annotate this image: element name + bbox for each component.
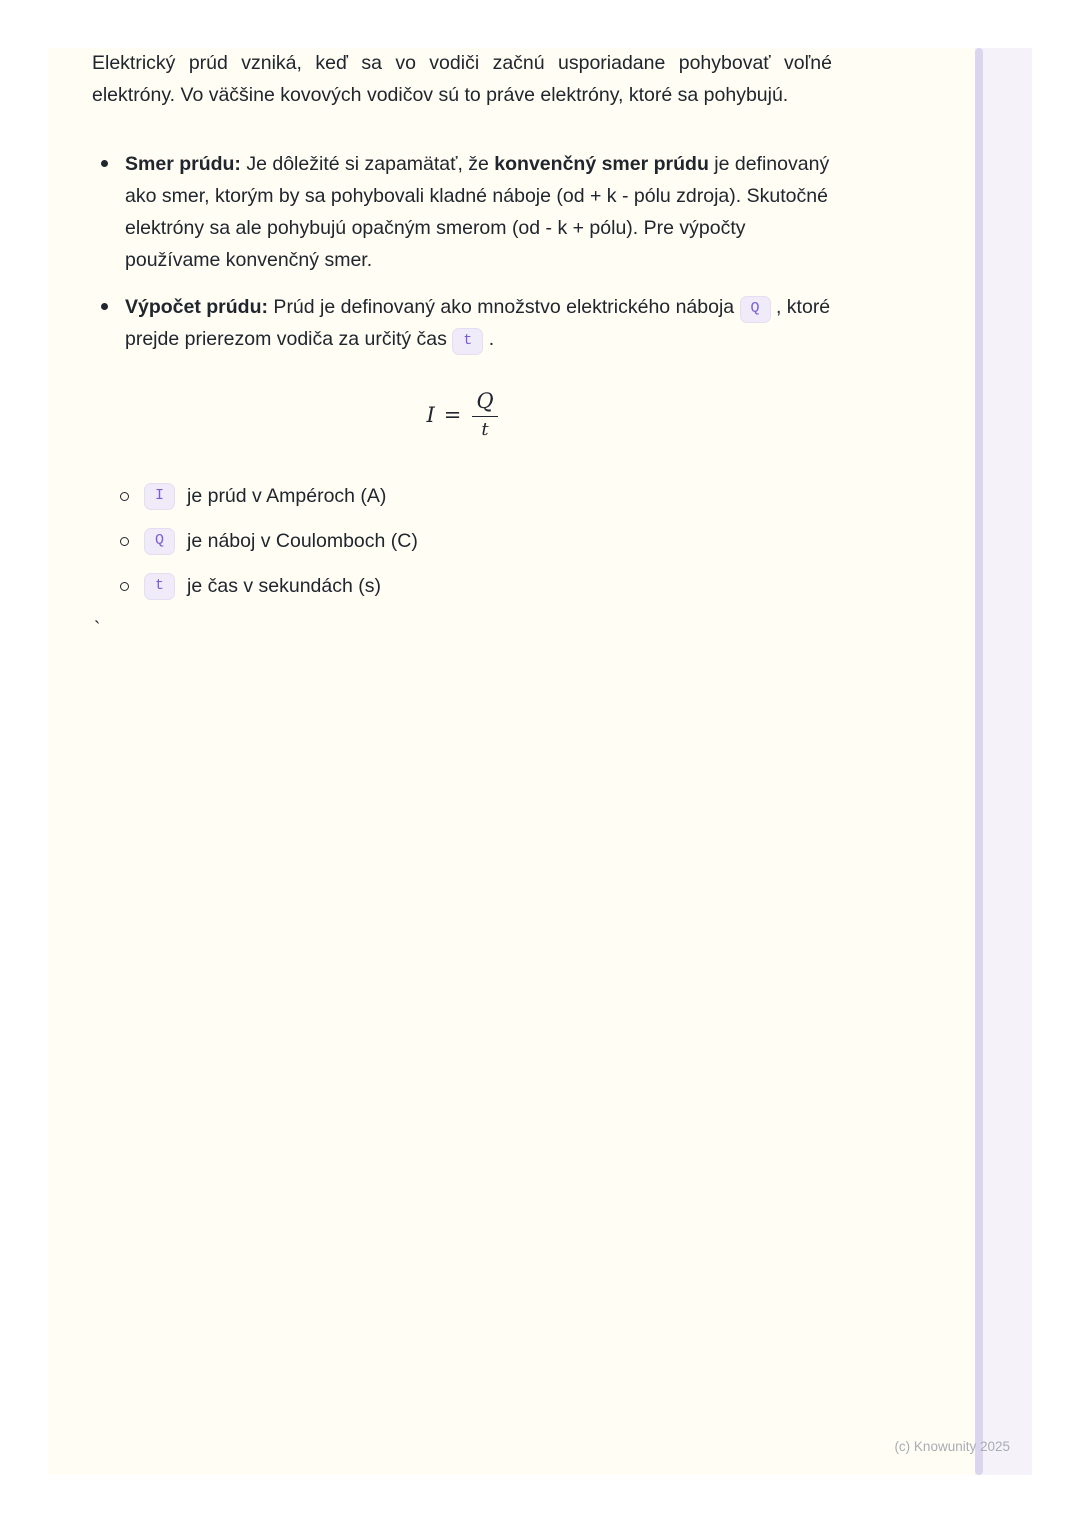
formula-denominator: t — [481, 419, 489, 440]
inline-code-badge: t — [144, 573, 175, 600]
bullet-item-vypocet-prudu — [92, 291, 832, 355]
copyright-notice: (c) Knowunity 2025 — [894, 1439, 1010, 1454]
inline-code-badge: I — [144, 483, 175, 510]
bullet-list — [92, 148, 832, 355]
stray-backtick-character: ` — [94, 619, 101, 640]
hollow-bullet-icon — [120, 582, 129, 591]
scrollbar-track — [975, 48, 1032, 1475]
current-formula — [92, 389, 832, 440]
formula-numerator: Q — [472, 389, 497, 417]
bullet-dot-icon — [101, 160, 108, 167]
bullet-item-smer-prudu — [92, 148, 832, 276]
bullet-text: Smer prúdu: Je dôležité si zapamätať, že konvenčný smer prúdu je definovaný ako smer, ktorým by sa pohybovali kladné náboje (od + k - pólu zdroja). Skutočné elektróny sa ale pohybujú opačným smerom (od - k + pólu). Pre výpočty používame konvenčný smer. — [125, 153, 830, 271]
intro-paragraph: Elektrický prúd vzniká, keď sa vo vodiči začnú usporiadane pohybovať voľné elektróny. Vo väčšine kovových vodičov sú to práve elektróny, ktoré sa pohybujú. — [92, 52, 832, 106]
inline-code-badge: t — [452, 328, 483, 355]
legend-text: je prúd v Ampéroch (A) — [187, 485, 387, 507]
bullet-text: Výpočet prúdu: Prúd je definovaný ako množstvo elektrického náboja Q , ktoré prejde prierezom vodiča za určitý čas t . — [125, 296, 830, 350]
legend-item-time — [120, 572, 832, 600]
document-content — [92, 47, 832, 646]
legend-text: je náboj v Coulomboch (C) — [187, 530, 418, 552]
formula-equals: = — [443, 402, 462, 427]
legend-item-current — [120, 482, 832, 510]
hollow-bullet-icon — [120, 492, 129, 501]
formula-fraction — [472, 389, 497, 440]
legend-item-charge — [120, 527, 832, 555]
scrollbar-thumb[interactable] — [975, 48, 983, 1475]
hollow-bullet-icon — [120, 537, 129, 546]
inline-code-badge: Q — [740, 296, 771, 323]
inline-code-badge: Q — [144, 528, 175, 555]
formula-lhs: I — [426, 402, 435, 427]
legend-text: je čas v sekundách (s) — [187, 575, 382, 597]
legend-list — [120, 482, 832, 600]
bullet-dot-icon — [101, 303, 108, 310]
